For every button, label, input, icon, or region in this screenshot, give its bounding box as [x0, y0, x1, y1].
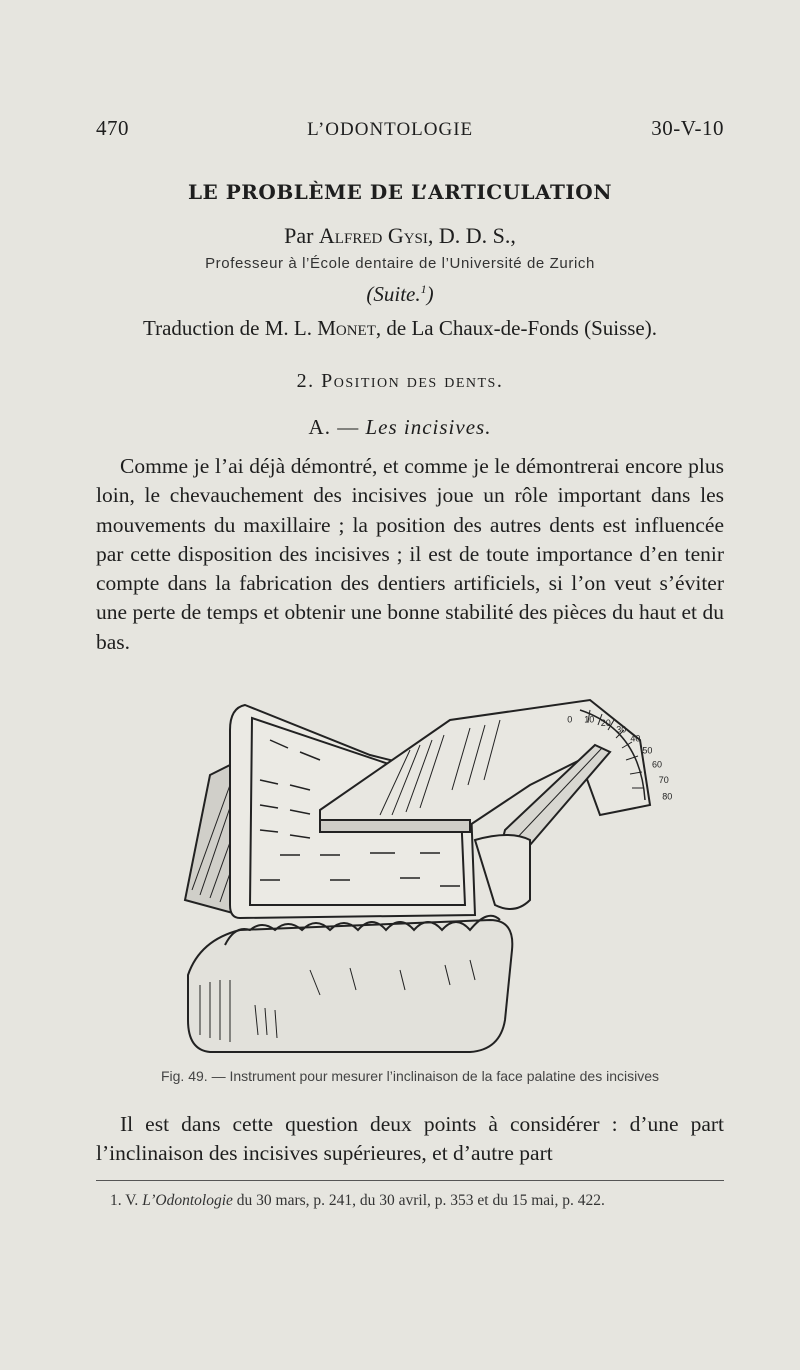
- subsection-heading: [0, 415, 800, 440]
- scale-label: 80: [662, 791, 673, 802]
- subsection-title: Les incisives.: [365, 415, 492, 439]
- translation-credit: [0, 316, 800, 341]
- suite-close: ): [426, 282, 434, 306]
- footnote: [110, 1192, 730, 1210]
- scale-label: 40: [630, 733, 641, 744]
- footnote-text: du 30 mars, p. 241, du 30 avril, p. 353 et du 15 mai, p. 422.: [236, 1192, 605, 1209]
- scale-label: 0: [567, 714, 573, 725]
- page-number: 470: [96, 116, 129, 140]
- scale-label: 70: [658, 774, 669, 785]
- body-paragraph: Il est dans cette question deux points à considérer : d’une part l’inclinaison des incisives supérieures, et d’autre part: [96, 1112, 724, 1166]
- scale-label: 50: [642, 745, 653, 756]
- translation-prefix: Traduction de M. L.: [142, 316, 312, 340]
- section-heading: [0, 370, 800, 393]
- scale-label: 30: [616, 724, 627, 735]
- scale-label: 10: [584, 714, 595, 725]
- footnote-journal: L’Odontologie: [142, 1192, 233, 1209]
- author-name: Alfred Gysi, D. D. S.,: [318, 223, 516, 248]
- issue-date: 30-V-10: [651, 116, 724, 140]
- journal-name: L’ODONTOLOGIE: [307, 119, 474, 140]
- section-title: Position des dents.: [321, 370, 504, 392]
- footnote-ref: 1: [420, 282, 427, 296]
- suite-label: (Suite.: [366, 282, 421, 306]
- footnote-number: 1.: [110, 1192, 122, 1209]
- body-paragraph: Comme je l’ai déjà démontré, et comme je le démontrerai encore plus loin, le chevauchement des incisives joue un rôle important dans les mouvements du maxillaire ; la position des autres dents est influencée par cette disposition des incisives ; il est de toute importance d’en tenir compte dans la fabrication des dentiers artificiels, si l’on veut s’éviter une perte de temps et obtenir une bonne stabilité des pièces du haut et du bas.: [96, 454, 724, 654]
- figure-instrument-illustration: [170, 690, 673, 1070]
- author-affiliation: Professeur à l’École dentaire de l’Université de Zurich: [205, 255, 595, 272]
- byline-prefix: Par: [284, 223, 314, 248]
- footnote-prefix: V.: [125, 1192, 139, 1209]
- instrument-drawing: [170, 690, 673, 1070]
- running-head: [96, 116, 724, 141]
- byline: [0, 223, 800, 249]
- translator-name: Monet: [317, 316, 376, 340]
- scale-label: 60: [652, 759, 663, 770]
- article-title: LE PROBLÈME DE L’ARTICULATION: [187, 180, 612, 204]
- footnote-divider: [96, 1180, 724, 1181]
- continuation-note: [0, 282, 800, 307]
- translation-suffix: , de La Chaux-de-Fonds (Suisse).: [375, 316, 657, 340]
- section-number: 2.: [296, 370, 315, 392]
- subsection-letter: A. —: [308, 415, 360, 439]
- figure-caption: Fig. 49. — Instrument pour mesurer l’inclinaison de la face palatine des incisives: [160, 1068, 660, 1084]
- scale-label: 20: [600, 717, 611, 728]
